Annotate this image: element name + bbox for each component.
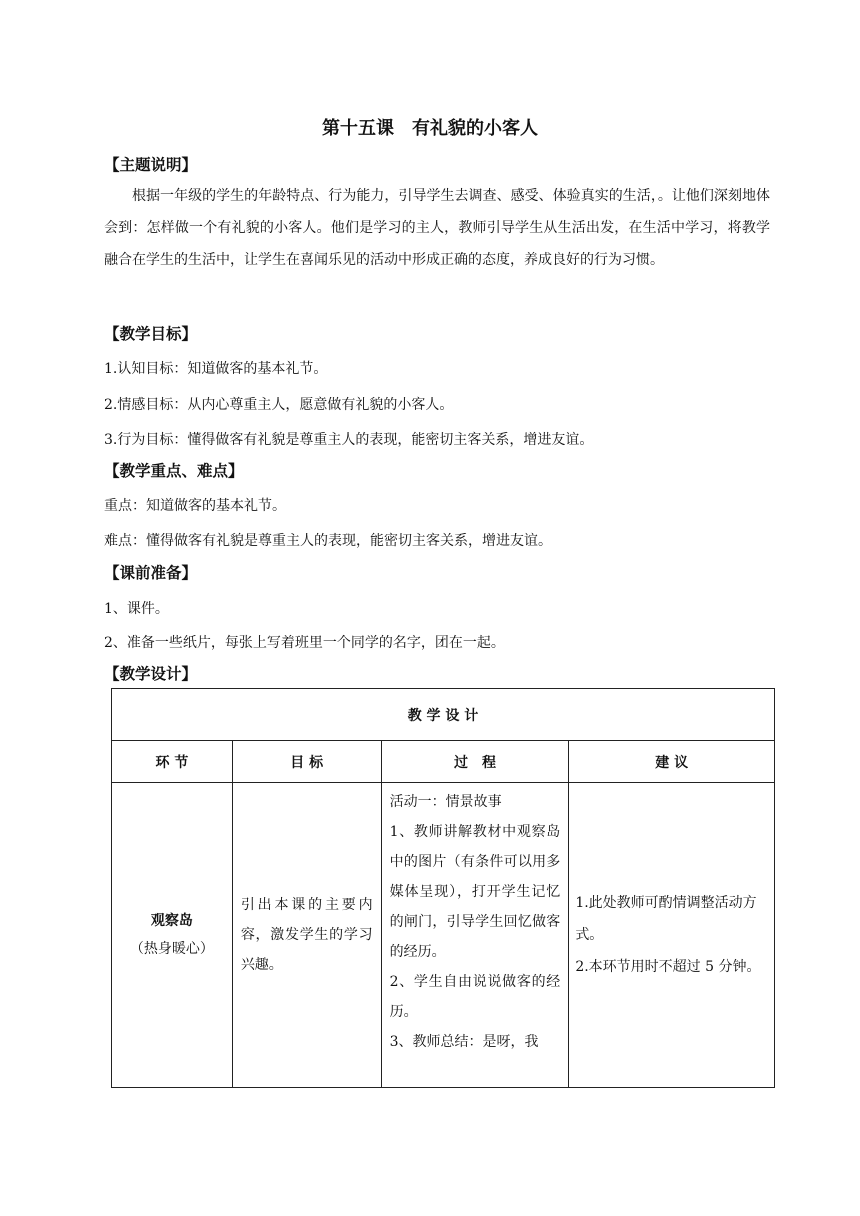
- theme-heading: 【主题说明】: [104, 156, 198, 174]
- header-goal: 目 标: [232, 741, 381, 783]
- table-caption: 教 学 设 计: [112, 689, 775, 741]
- focus-key-point: 重点：知道做客的基本礼节。: [104, 498, 286, 514]
- stage-name: 观察岛: [150, 913, 193, 929]
- goal-cell: 引出本课的主要内容，激发学生的学习兴趣。: [232, 783, 381, 1088]
- goals-heading: 【教学目标】: [104, 325, 198, 343]
- stage-subtitle: （热身暖心）: [129, 941, 214, 957]
- header-suggestion: 建 议: [569, 741, 775, 783]
- focus-difficulty: 难点：懂得做客有礼貌是尊重主人的表现，能密切主客关系，增进友谊。: [104, 533, 552, 549]
- process-step: 活动一：情景故事: [389, 794, 502, 810]
- design-heading: 【教学设计】: [104, 665, 198, 683]
- header-stage: 环 节: [112, 741, 233, 783]
- suggestion-item: 1.此处教师可酌情调整活动方式。: [575, 895, 757, 943]
- teaching-design-table: [111, 688, 775, 1088]
- process-step: 3、教师总结：是呀，我: [389, 1034, 539, 1050]
- stage-cell: [112, 783, 233, 1088]
- header-process: 过 程: [381, 741, 569, 783]
- goal-item-1: 1.认知目标：知道做客的基本礼节。: [104, 361, 328, 377]
- table-row: [112, 783, 775, 1088]
- process-step: 1、教师讲解教材中观察岛中的图片（有条件可以用多媒体呈现），打开学生记忆的闸门，引导学生回忆做客的经历。: [389, 824, 561, 960]
- focus-heading: 【教学重点、难点】: [104, 462, 244, 480]
- suggestion-cell: [569, 783, 775, 1088]
- goal-item-2: 2.情感目标：从内心尊重主人，愿意做有礼貌的小客人。: [104, 397, 454, 413]
- process-step: 2、学生自由说说做客的经历。: [389, 974, 561, 1020]
- prep-heading: 【课前准备】: [104, 564, 198, 582]
- lesson-title: 第十五课 有礼貌的小客人: [322, 118, 538, 139]
- process-cell: [381, 783, 569, 1088]
- goal-item-3: 3.行为目标：懂得做客有礼貌是尊重主人的表现，能密切主客关系，增进友谊。: [104, 432, 594, 448]
- prep-item-1: 1、课件。: [104, 601, 169, 617]
- suggestion-item: 2.本环节用时不超过 5 分钟。: [575, 959, 761, 975]
- prep-item-2: 2、准备一些纸片，每张上写着班里一个同学的名字，团在一起。: [104, 635, 505, 651]
- theme-paragraph: 根据一年级的学生的年龄特点、行为能力，引导学生去调查、感受、体验真实的生活，。让他们深刻地体会到：怎样做一个有礼貌的小客人。他们是学习的主人，教师引导学生从生活出发，在生活中学习，将教学融合在学生的生活中，让学生在喜闻乐见的活动中形成正确的态度，养成良好的行为习惯。: [104, 188, 770, 268]
